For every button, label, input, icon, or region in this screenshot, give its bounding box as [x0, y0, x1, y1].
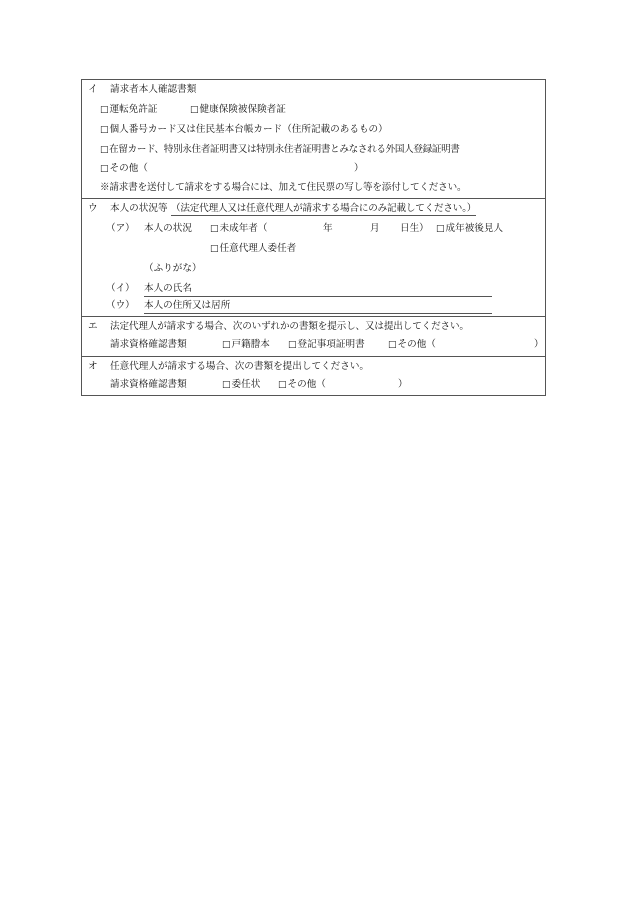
label-koseki: 戸籍謄本: [231, 339, 270, 350]
label-voluntary-agent-principal: 任意代理人委任者: [219, 243, 297, 254]
item-c-mark: （ウ）: [106, 300, 135, 311]
checkbox-koseki[interactable]: [222, 339, 270, 351]
request-form-table: [81, 79, 546, 396]
checkbox-proxy-letter[interactable]: [222, 379, 260, 391]
checkbox-mynumber-card[interactable]: [100, 124, 388, 136]
principal-name-field[interactable]: [144, 296, 492, 297]
checkbox-icon: □: [288, 340, 297, 350]
principal-name-label: 本人の氏名: [144, 283, 192, 294]
label-residence-card: 在留カード、特別永住者証明書又は特別永住者証明書とみなされる外国人登録証明書: [109, 144, 460, 155]
label-legal-other: その他（: [397, 339, 436, 350]
checkbox-icon: □: [100, 125, 109, 135]
label-registry-cert: 登記事項証明書: [297, 339, 365, 350]
section-voluntary-agent: [82, 356, 545, 395]
checkbox-residence-card[interactable]: [100, 144, 460, 156]
section-c-heading: 法定代理人が請求する場合、次のいずれかの書類を提示し、又は提出してください。: [110, 321, 469, 332]
checkbox-icon: □: [436, 224, 445, 234]
legal-other-close-paren: ）: [534, 339, 544, 350]
checkbox-icon: □: [210, 244, 219, 254]
checkbox-icon: □: [222, 340, 231, 350]
birth-month-label: 月: [370, 223, 380, 234]
label-agent-other: その他（: [287, 379, 326, 390]
section-c-heading-mark: エ: [88, 321, 98, 332]
section-c-docs-label: 請求資格確認書類: [110, 339, 187, 350]
section-b-heading-note: （法定代理人又は任意代理人が請求する場合にのみ記載してください。）: [171, 203, 477, 214]
checkbox-icon: □: [210, 224, 219, 234]
checkbox-health-insurance[interactable]: [190, 104, 286, 116]
section-d-heading-mark: オ: [88, 361, 98, 372]
furigana-label: （ふりがな）: [144, 263, 202, 274]
checkbox-icon: □: [222, 380, 231, 390]
checkbox-icon: □: [100, 105, 109, 115]
section-requester-id-documents: [82, 80, 545, 198]
item-a-label: 本人の状況: [144, 223, 192, 234]
section-b-heading-mark: ウ: [88, 203, 98, 214]
checkbox-icon: □: [100, 145, 109, 155]
principal-address-label: 本人の住所又は居所: [144, 300, 231, 311]
label-adult-ward: 成年被後見人: [445, 223, 504, 234]
checkbox-icon: □: [190, 105, 199, 115]
other-id-close-paren: ）: [354, 163, 364, 174]
checkbox-drivers-license[interactable]: [100, 104, 157, 116]
section-b-heading: 本人の状況等: [110, 203, 168, 214]
checkbox-other-id[interactable]: [100, 163, 148, 175]
section-d-heading: 任意代理人が請求する場合、次の書類を提出してください。: [110, 361, 370, 372]
mailing-note: ※請求書を送付して請求をする場合には、加えて住民票の写し等を添付してください。: [100, 182, 467, 193]
section-a-heading-mark: イ: [88, 84, 98, 95]
checkbox-agent-other[interactable]: [278, 379, 326, 391]
checkbox-icon: □: [278, 380, 287, 390]
label-minor: 未成年者（: [219, 223, 268, 234]
label-other-id: その他（: [109, 163, 148, 174]
section-d-docs-label: 請求資格確認書類: [110, 379, 187, 390]
checkbox-legal-other[interactable]: [388, 339, 436, 351]
checkbox-adult-ward[interactable]: [436, 223, 503, 235]
section-principal-status: [82, 198, 545, 316]
checkbox-icon: □: [100, 164, 109, 174]
section-a-heading: 請求者本人確認書類: [110, 84, 197, 95]
birth-year-label: 年: [323, 223, 333, 234]
label-mynumber-card: 個人番号カード又は住民基本台帳カード（住所記載のあるもの）: [109, 124, 388, 135]
label-proxy-letter: 委任状: [231, 379, 261, 390]
item-b-mark: （イ）: [106, 283, 135, 294]
label-health-insurance: 健康保険被保険者証: [199, 104, 286, 115]
checkbox-voluntary-agent-principal[interactable]: [210, 243, 296, 255]
section-legal-representative: [82, 316, 545, 356]
item-a-mark: （ア）: [106, 223, 135, 234]
checkbox-icon: □: [388, 340, 397, 350]
checkbox-minor[interactable]: [210, 223, 267, 235]
agent-other-close-paren: ）: [398, 379, 408, 390]
label-drivers-license: 運転免許証: [109, 104, 158, 115]
principal-address-field[interactable]: [144, 313, 492, 314]
checkbox-registry-cert[interactable]: [288, 339, 365, 351]
birth-day-label: 日生）: [400, 223, 429, 234]
